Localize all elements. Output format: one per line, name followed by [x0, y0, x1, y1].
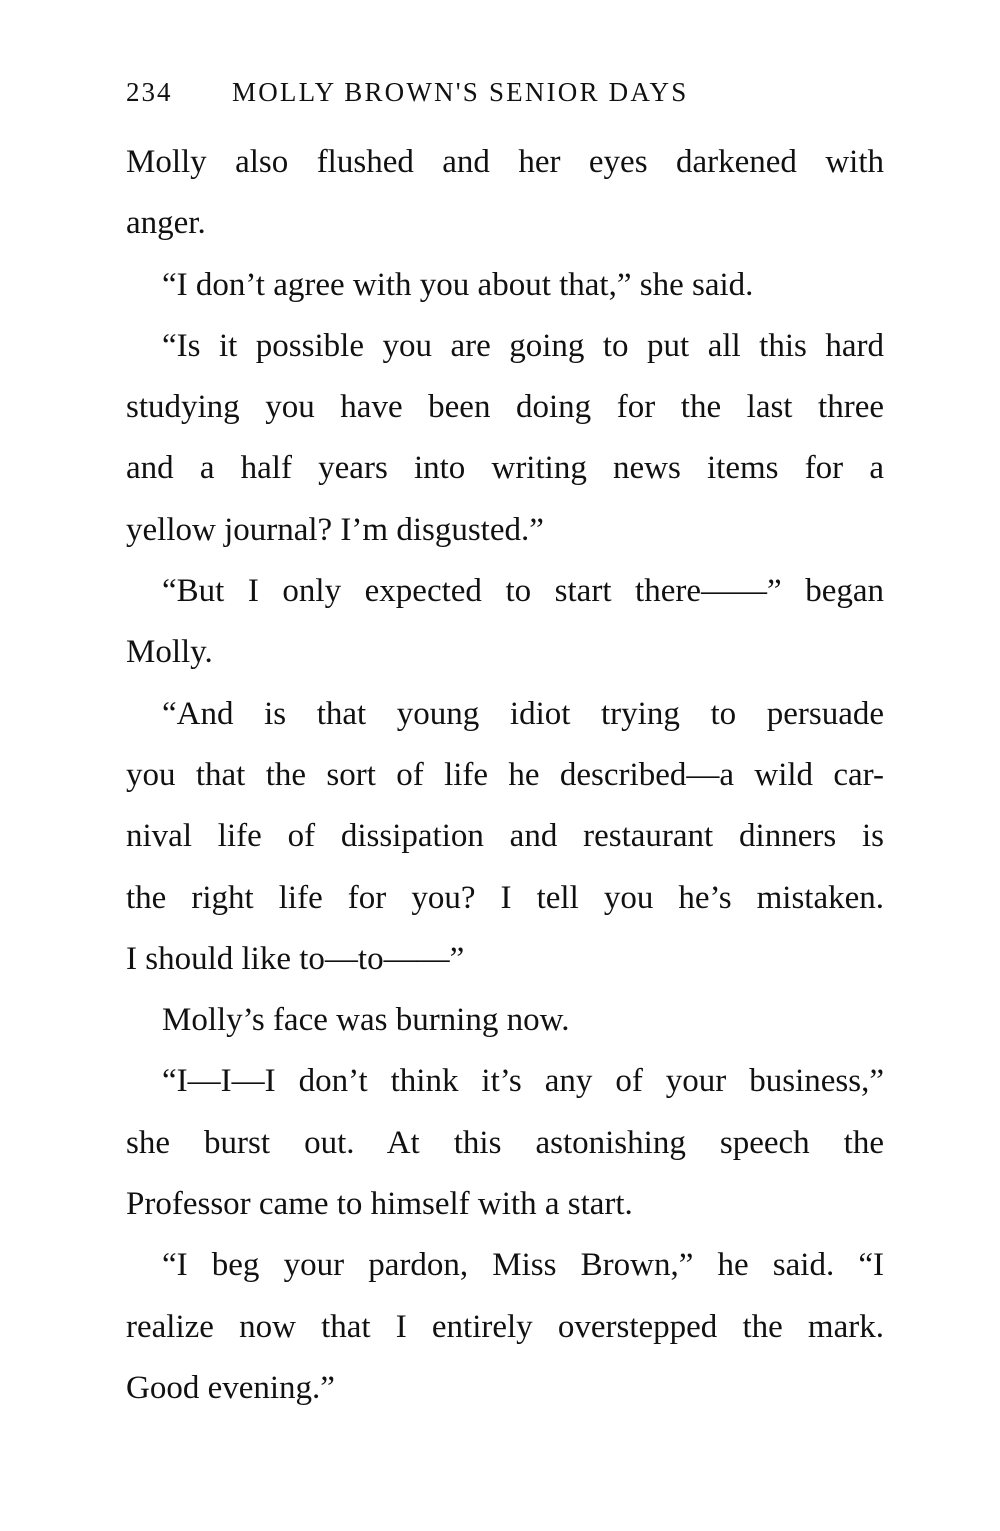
running-head [126, 70, 884, 114]
paragraph [126, 1051, 884, 1235]
text-line: Professor came to himself with a start. [126, 1186, 633, 1223]
text-line: and a half years into writing news items for a [126, 450, 884, 487]
text-line: “And is that young idiot trying to persuade [162, 695, 884, 732]
text-line: I should like to—to——” [126, 940, 465, 977]
text-line: realize now that I entirely overstepped the mark. [126, 1308, 884, 1345]
text-line: yellow journal? I’m disgusted.” [126, 511, 544, 548]
text-line: nival life of dissipation and restaurant dinners is [126, 818, 884, 855]
text-line: “I—I—I don’t think it’s any of your business,” [162, 1063, 884, 1100]
paragraph [126, 561, 884, 684]
body-text [126, 132, 884, 1419]
paragraph [126, 316, 884, 561]
text-line: “I beg your pardon, Miss Brown,” he said. “I [162, 1247, 884, 1284]
text-line: Good evening.” [126, 1369, 335, 1406]
running-title: MOLLY BROWN'S SENIOR DAYS [232, 77, 689, 107]
text-line: she burst out. At this astonishing speech the [126, 1124, 884, 1161]
book-page [126, 70, 884, 1419]
page-number: 234 [126, 77, 173, 107]
text-line: “I don’t agree with you about that,” she said. [162, 266, 754, 303]
paragraph [126, 1235, 884, 1419]
text-line: studying you have been doing for the last three [126, 389, 884, 426]
text-line: you that the sort of life he described—a wild car- [126, 756, 884, 793]
text-line: “But I only expected to start there——” began [162, 573, 884, 610]
text-line: “Is it possible you are going to put all this hard [162, 327, 884, 364]
text-line: Molly also flushed and her eyes darkened with [126, 144, 884, 180]
paragraph [126, 990, 884, 1051]
paragraph [126, 255, 884, 316]
text-line: Molly’s face was burning now. [162, 1002, 570, 1039]
paragraph [126, 132, 884, 255]
paragraph [126, 684, 884, 990]
text-line: anger. [126, 205, 206, 242]
text-line: the right life for you? I tell you he’s mistaken. [126, 879, 884, 916]
text-line: Molly. [126, 634, 213, 671]
